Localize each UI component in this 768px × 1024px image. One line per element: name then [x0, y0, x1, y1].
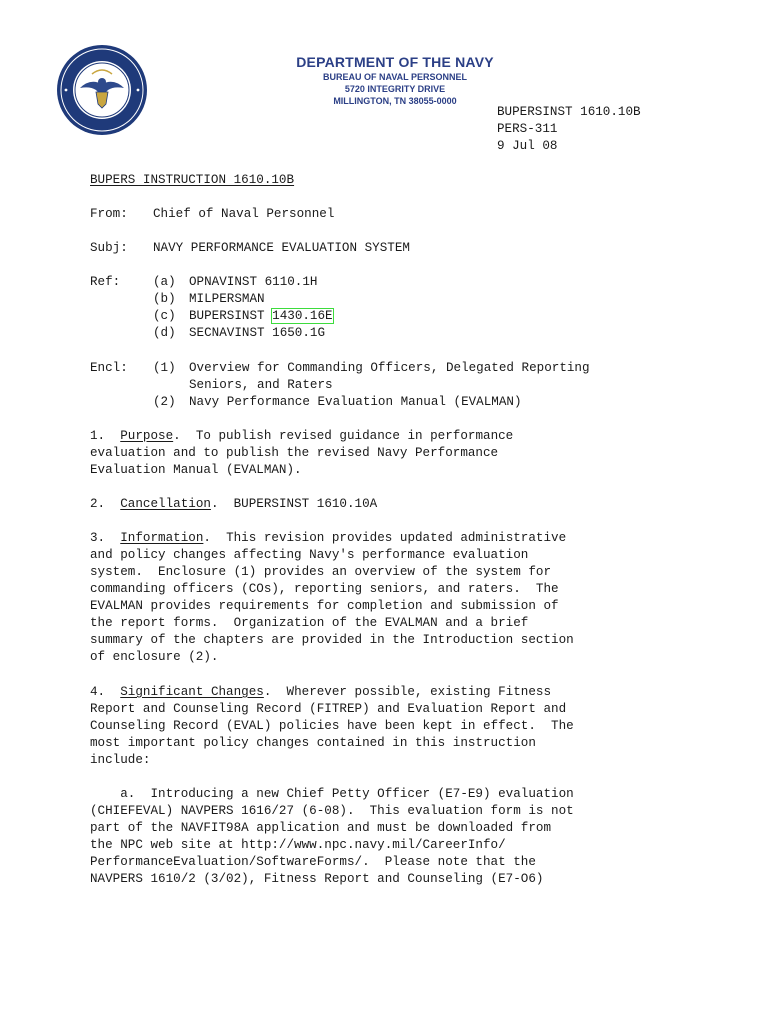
- letterhead-bureau: BUREAU OF NAVAL PERSONNEL: [322, 72, 467, 82]
- section-heading: Purpose: [120, 429, 174, 443]
- section-text-line: of enclosure (2).: [90, 650, 219, 664]
- letterhead-city: MILLINGTON, TN 38055-0000: [333, 96, 457, 106]
- ref-item-text: [189, 308, 333, 325]
- ref-item-text: MILPERSMAN: [189, 292, 265, 306]
- from-value: Chief of Naval Personnel: [153, 207, 335, 221]
- section-purpose: [90, 428, 513, 445]
- section-text: . To publish revised guidance in performance: [173, 429, 514, 443]
- subj-value: NAVY PERFORMANCE EVALUATION SYSTEM: [153, 241, 410, 255]
- office-code: PERS-311: [497, 122, 558, 136]
- section-heading: Information: [120, 531, 204, 545]
- encl-item-mark: (2): [153, 395, 176, 409]
- section-text-line: system. Enclosure (1) provides an overview of the system for: [90, 565, 552, 579]
- section-text-line: Evaluation Manual (EVALMAN).: [90, 463, 302, 477]
- encl-item-mark: (1): [153, 361, 176, 375]
- encl-item-text: Overview for Commanding Officers, Delegated Reporting: [189, 361, 590, 375]
- from-label: From:: [90, 207, 128, 221]
- section-text-line: commanding officers (COs), reporting seniors, and raters. The: [90, 582, 559, 596]
- encl-label: Encl:: [90, 361, 128, 375]
- section-text: . BUPERSINST 1610.10A: [210, 497, 378, 511]
- department-of-defense-seal-icon: [56, 44, 148, 136]
- section-heading: Significant Changes: [120, 685, 264, 699]
- section-number: 1.: [90, 429, 106, 443]
- subitem-a-line: PerformanceEvaluation/SoftwareForms/. Please note that the: [90, 855, 536, 869]
- ref-item-text: OPNAVINST 6110.1H: [189, 275, 318, 289]
- section-text-line: EVALMAN provides requirements for completion and submission of: [90, 599, 559, 613]
- section-information: [90, 530, 566, 547]
- subitem-a-line: (CHIEFEVAL) NAVPERS 1616/27 (6-08). This evaluation form is not: [90, 804, 574, 818]
- subitem-a-line: the NPC web site at http://www.npc.navy.mil/CareerInfo/: [90, 838, 506, 852]
- subitem-a-line: NAVPERS 1610/2 (3/02), Fitness Report and Counseling (E7-O6): [90, 872, 544, 886]
- subj-label: Subj:: [90, 241, 128, 255]
- section-text: . Wherever possible, existing Fitness: [263, 685, 552, 699]
- section-significant-changes: [90, 684, 551, 701]
- ref-item-mark: (a): [153, 275, 176, 289]
- letterhead-street: 5720 INTEGRITY DRIVE: [344, 84, 446, 94]
- section-text-line: summary of the chapters are provided in the Introduction section: [90, 633, 574, 647]
- ref-item-text: SECNAVINST 1650.1G: [189, 326, 326, 340]
- section-number: 4.: [90, 685, 106, 699]
- subitem-a-line: part of the NAVFIT98A application and must be downloaded from: [90, 821, 552, 835]
- section-text-line: most important policy changes contained in this instruction: [90, 736, 536, 750]
- section-text-line: Counseling Record (EVAL) policies have been kept in effect. The: [90, 719, 574, 733]
- subitem-a-line: a. Introducing a new Chief Petty Officer (E7-E9) evaluation: [90, 787, 574, 801]
- section-text-line: evaluation and to publish the revised Navy Performance: [90, 446, 499, 460]
- section-heading: Cancellation: [120, 497, 211, 511]
- instruction-number: BUPERSINST 1610.10B: [497, 105, 641, 119]
- ref-item-mark: (d): [153, 326, 176, 340]
- document-date: 9 Jul 08: [497, 139, 558, 153]
- encl-item-text: Navy Performance Evaluation Manual (EVALMAN): [189, 395, 522, 409]
- section-number: 2.: [90, 497, 106, 511]
- ref-item-mark: (b): [153, 292, 176, 306]
- letterhead-department: DEPARTMENT OF THE NAVY: [296, 54, 494, 70]
- encl-item-text-cont: Seniors, and Raters: [189, 378, 333, 392]
- ref-label: Ref:: [90, 275, 121, 289]
- section-text-line: and policy changes affecting Navy's performance evaluation: [90, 548, 529, 562]
- section-text-line: include:: [90, 753, 151, 767]
- ref-item-mark: (c): [153, 309, 176, 323]
- section-cancellation: [90, 496, 377, 513]
- section-text-line: Report and Counseling Record (FITREP) and Evaluation Report and: [90, 702, 567, 716]
- section-text-line: the report forms. Organization of the EVALMAN and a brief: [90, 616, 529, 630]
- document-title: BUPERS INSTRUCTION 1610.10B: [90, 173, 295, 187]
- ref-item-text-prefix: BUPERSINST: [189, 309, 273, 323]
- section-text: . This revision provides updated administrative: [203, 531, 567, 545]
- highlighted-reference: 1430.16E: [272, 309, 333, 323]
- section-number: 3.: [90, 531, 106, 545]
